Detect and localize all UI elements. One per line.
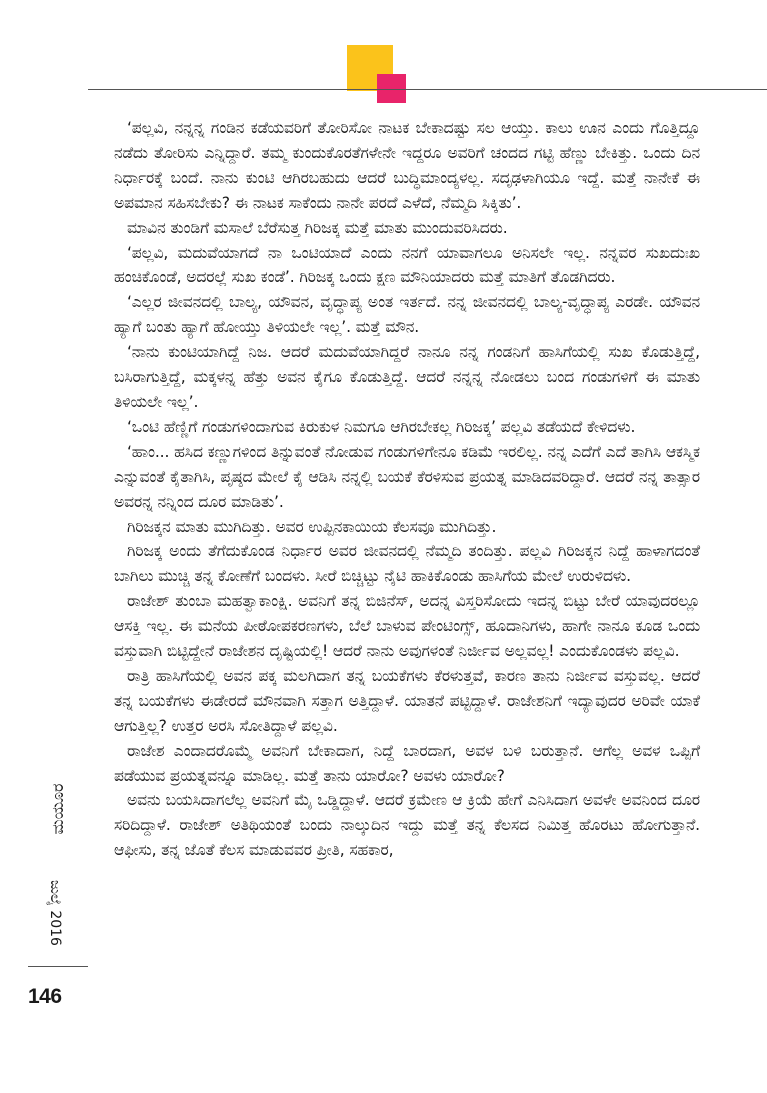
paragraph: ‘ಒಂಟಿ ಹೆಣ್ಣಿಗೆ ಗಂಡುಗಳಿಂದಾಗುವ ಕಿರುಕುಳ ನಿಮಗೂ ಆಗಿರಬೇಕಲ್ಲ ಗಿರಿಜಕ್ಕ’ ಪಲ್ಲವಿ ತಡೆಯದೆ ಕೇಳಿದಳು. bbox=[127, 417, 636, 436]
header-rule bbox=[88, 89, 767, 90]
magazine-title-text: ಮಯೂರ bbox=[48, 783, 67, 835]
paragraph: ‘ಪಲ್ಲವಿ, ನನ್ನನ್ನ ಗಂಡಿನ ಕಡೆಯವರಿಗೆ ತೋರಿಸೋ ನಾಟಕ ಬೇಕಾದಷ್ಟು ಸಲ ಆಯ್ತು. ಕಾಲು ಊನ ಎಂದು ಗೊತ್ತಿದ್ದೂ ನಡೆದು ತೋರಿಸು ಎನ್ನಿದ್ದಾರೆ. ತಮ್ಮ ಕುಂದುಕೊರತೆಗಳೇನೇ ಇದ್ದರೂ ಅವರಿಗೆ ಚಂದದ ಗಟ್ಟಿ ಹೆಣ್ಣು ಬೇಕಿತ್ತು. ಒಂದು ದಿನ ನಿರ್ಧಾರಕ್ಕೆ ಬಂದೆ. ನಾನು ಕುಂಟಿ ಆಗಿರಬಹುದು ಆದರೆ ಬುದ್ಧಿಮಾಂದ್ಯಳಲ್ಲ. ಸದೃಢಳಾಗಿಯೂ ಇದ್ದೆ. ಮತ್ತೆ ನಾನೇಕೆ ಈ ಅಪಮಾನ ಸಹಿಸಬೇಕು? ಈ ನಾಟಕ ಸಾಕೆಂದು ನಾನೇ ಪರದೆ ಎಳೆದೆ, ನೆಮ್ಮದಿ ಸಿಕ್ಕಿತು’. bbox=[114, 119, 700, 212]
article-body bbox=[114, 116, 700, 863]
page-number: 146 bbox=[28, 985, 62, 1008]
paragraph: ‘ಹಾಂ... ಹಸಿದ ಕಣ್ಣುಗಳಿಂದ ತಿನ್ನುವಂತೆ ನೋಡುವ ಗಂಡುಗಳಿಗೇನೂ ಕಡಿಮೆ ಇರಲಿಲ್ಲ. ನನ್ನ ಎದೆಗೆ ಎದೆ ತಾಗಿಸಿ ಆಕಸ್ಮಿಕ ಎನ್ನುವಂತೆ ಕೈತಾಗಿಸಿ, ಪೃಷ್ಠದ ಮೇಲೆ ಕೈ ಆಡಿಸಿ ನನ್ನಲ್ಲಿ ಬಯಕೆ ಕೆರಳಿಸುವ ಪ್ರಯತ್ನ ಮಾಡಿದವರಿದ್ದಾರೆ. ಆದರೆ ನನ್ನ ತಾತ್ಸಾರ ಅವರನ್ನ ನನ್ನಿಂದ ದೂರ ಮಾಡಿತು’. bbox=[114, 442, 700, 511]
paragraph: ಗಿರಿಜಕ್ಕನ ಮಾತು ಮುಗಿದಿತ್ತು. ಅವರ ಉಪ್ಪಿನಕಾಯಿಯ ಕೆಲಸವೂ ಮುಗಿದಿತ್ತು. bbox=[127, 517, 497, 536]
footer-rule bbox=[28, 966, 88, 967]
paragraph: ‘ನಾನು ಕುಂಟಿಯಾಗಿದ್ದೆ ನಿಜ. ಆದರೆ ಮದುವೆಯಾಗಿದ್ದರೆ ನಾನೂ ನನ್ನ ಗಂಡನಿಗೆ ಹಾಸಿಗೆಯಲ್ಲಿ ಸುಖ ಕೊಡುತ್ತಿದ್ದೆ, ಬಸಿರಾಗುತ್ತಿದ್ದೆ, ಮಕ್ಕಳನ್ನ ಹೆತ್ತು ಅವನ ಕೈಗೂ ಕೊಡುತ್ತಿದ್ದೆ. ಆದರೆ ನನ್ನನ್ನ ನೋಡಲು ಬಂದ ಗಂಡುಗಳಿಗೆ ಈ ಮಾತು ತಿಳಿಯಲೇ ಇಲ್ಲ’. bbox=[114, 343, 700, 411]
paragraph: ‘ಎಲ್ಲರ ಜೀವನದಲ್ಲಿ ಬಾಲ್ಯ, ಯೌವನ, ವೃದ್ಧಾಪ್ಯ ಅಂತ ಇರ್ತದೆ. ನನ್ನ ಜೀವನದಲ್ಲಿ ಬಾಲ್ಯ-ವೃದ್ಧಾಪ್ಯ ಎರಡೇ. ಯೌವನ ಹ್ಯಾಗೆ ಬಂತು ಹ್ಯಾಗೆ ಹೋಯ್ತು ತಿಳಿಯಲೇ ಇಲ್ಲ’. ಮತ್ತೆ ಮೌನ. bbox=[114, 293, 700, 337]
paragraph: ಮಾವಿನ ತುಂಡಿಗೆ ಮಸಾಲೆ ಬೆರೆಸುತ್ತ ಗಿರಿಜಕ್ಕ ಮತ್ತೆ ಮಾತು ಮುಂದುವರಿಸಿದರು. bbox=[127, 218, 508, 237]
paragraph: ಗಿರಿಜಕ್ಕ ಅಂದು ತೆಗೆದುಕೊಂಡ ನಿರ್ಧಾರ ಅವರ ಜೀವನದಲ್ಲಿ ನೆಮ್ಮದಿ ತಂದಿತ್ತು. ಪಲ್ಲವಿ ಗಿರಿಜಕ್ಕನ ನಿದ್ದೆ ಹಾಳಾಗದಂತೆ ಬಾಗಿಲು ಮುಚ್ಚಿ ತನ್ನ ಕೋಣೆಗೆ ಬಂದಳು. ಸೀರೆ ಬಿಚ್ಚಿಟ್ಟು ನೈಟಿ ಹಾಕಿಕೊಂಡು ಹಾಸಿಗೆಯ ಮೇಲೆ ಉರುಳಿದಳು. bbox=[114, 542, 700, 586]
magazine-title-vertical bbox=[44, 776, 70, 842]
paragraph: ರಾತ್ರಿ ಹಾಸಿಗೆಯಲ್ಲಿ ಅವನ ಪಕ್ಕ ಮಲಗಿದಾಗ ತನ್ನ ಬಯಕೆಗಳು ಕೆರಳುತ್ತವೆ, ಕಾರಣ ತಾನು ನಿರ್ಜೀವ ವಸ್ತುವಲ್ಲ. ಆದರೆ ತನ್ನ ಬಯಕೆಗಳು ಈಡೇರದೆ ಮೌನವಾಗಿ ಸತ್ತಾಗ ಅತ್ತಿದ್ದಾಳೆ. ಯಾತನೆ ಪಟ್ಟಿದ್ದಾಳೆ. ರಾಜೇಶನಿಗೆ ಇದ್ಯಾವುದರ ಅರಿವೇ ಯಾಕೆ ಆಗುತ್ತಿಲ್ಲ? ಉತ್ತರ ಅರಸಿ ಸೋತಿದ್ದಾಳೆ ಪಲ್ಲವಿ. bbox=[114, 666, 700, 735]
issue-date-vertical bbox=[27, 864, 87, 962]
paragraph: ಅವನು ಬಯಸಿದಾಗಲೆಲ್ಲ ಅವನಿಗೆ ಮೈ ಒಡ್ಡಿದ್ದಾಳೆ. ಆದರೆ ಕ್ರಮೇಣ ಆ ಕ್ರಿಯೆ ಹೇಗೆ ಎನಿಸಿದಾಗ ಅವಳೇ ಅವನಿಂದ ದೂರ ಸರಿದಿದ್ದಾಳೆ. ರಾಜೇಶ್ ಅತಿಥಿಯಂತೆ ಬಂದು ನಾಲ್ಕುದಿನ ಇದ್ದು ಮತ್ತೆ ತನ್ನ ಕೆಲಸದ ನಿಮಿತ್ತ ಹೊರಟು ಹೋಗುತ್ತಾನೆ. ಆಫೀಸು, ತನ್ನ ಜೊತೆ ಕೆಲಸ ಮಾಡುವವರ ಪ್ರೀತಿ, ಸಹಕಾರ, bbox=[114, 791, 700, 860]
paragraph: ‘ಪಲ್ಲವಿ, ಮದುವೆಯಾಗದೆ ನಾ ಒಂಟಿಯಾದೆ ಎಂದು ನನಗೆ ಯಾವಾಗಲೂ ಅನಿಸಲೇ ಇಲ್ಲ. ನನ್ನವರ ಸುಖದುಃಖ ಹಂಚಿಕೊಂಡೆ, ಅದರಲ್ಲೆ ಸುಖ ಕಂಡೆ’. ಗಿರಿಜಕ್ಕ ಒಂದು ಕ್ಷಣ ಮೌನಿಯಾದರು ಮತ್ತೆ ಮಾತಿಗೆ ತೊಡಗಿದರು. bbox=[114, 243, 700, 287]
paragraph: ರಾಜೇಶ್ ತುಂಬಾ ಮಹತ್ವಾಕಾಂಕ್ಷಿ. ಅವನಿಗೆ ತನ್ನ ಬಿಜಿನೆಸ್, ಅದನ್ನ ವಿಸ್ತರಿಸೋದು ಇದನ್ನ ಬಿಟ್ಟು ಬೇರೆ ಯಾವುದರಲ್ಲೂ ಆಸಕ್ತಿ ಇಲ್ಲ. ಈ ಮನೆಯ ಪೀಠೋಪಕರಣಗಳು, ಬೆಲೆ ಬಾಳುವ ಪೇಂಟಿಂಗ್ಸ್, ಹೂದಾನಿಗಳು, ಹಾಗೇ ನಾನೂ ಕೂಡ ಒಂದು ವಸ್ತುವಾಗಿ ಬಿಟ್ಟಿದ್ದೇನೆ ರಾಜೇಶನ ದೃಷ್ಟಿಯಲ್ಲಿ! ಆದರೆ ನಾನು ಅವುಗಳಂತೆ ನಿರ್ಜೀವ ಅಲ್ಲವಲ್ಲ! ಎಂದುಕೊಂಡಳು ಪಲ್ಲವಿ. bbox=[114, 592, 700, 661]
paragraph: ರಾಜೇಶ ಎಂದಾದರೊಮ್ಮೆ ಅವನಿಗೆ ಬೇಕಾದಾಗ, ನಿದ್ದೆ ಬಾರದಾಗ, ಅವಳ ಬಳಿ ಬರುತ್ತಾನೆ. ಆಗೆಲ್ಲ ಅವಳ ಒಪ್ಪಿಗೆ ಪಡೆಯುವ ಪ್ರಯತ್ನವನ್ನೂ ಮಾಡಿಲ್ಲ. ಮತ್ತೆ ತಾನು ಯಾರೋ? ಅವಳು ಯಾರೋ? bbox=[114, 741, 700, 785]
issue-date-text: ಜುಲೈ 2016 bbox=[47, 880, 63, 946]
